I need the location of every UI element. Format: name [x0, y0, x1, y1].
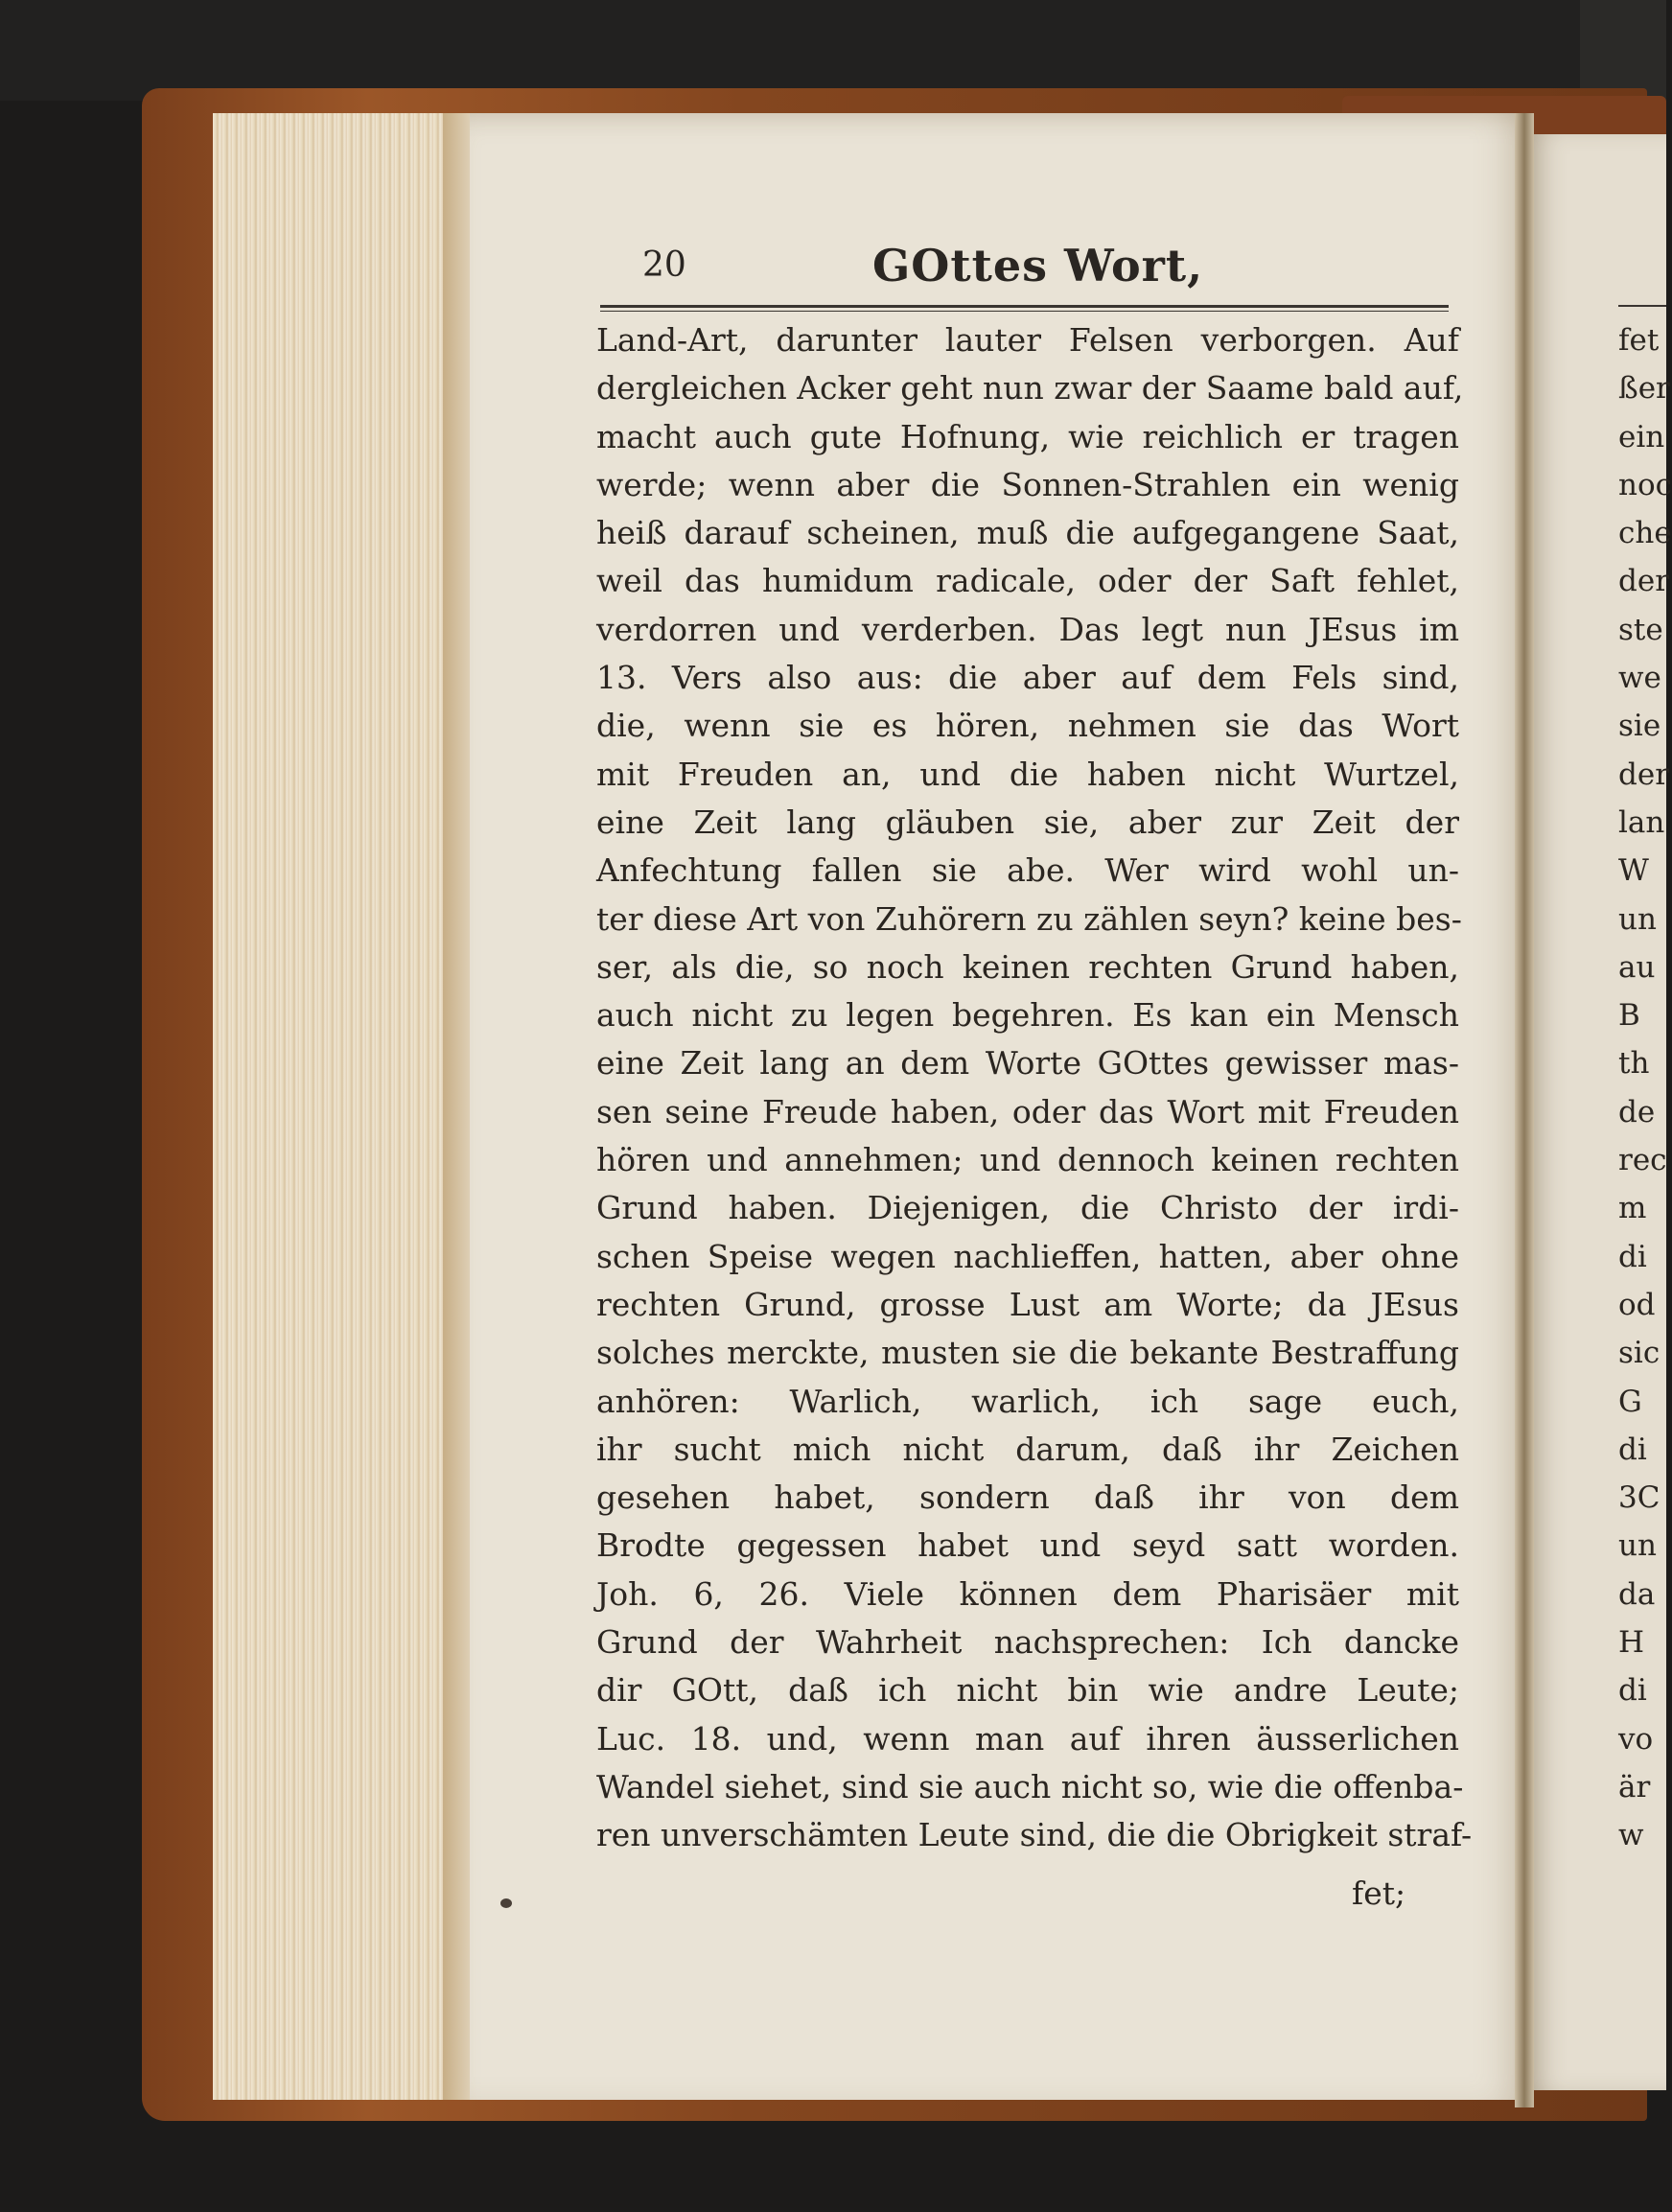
- facing-line-fragment: rec: [1618, 1143, 1667, 1178]
- text-line: sen seine Freude haben, oder das Wort mit Freuden: [596, 1092, 1459, 1130]
- facing-line-fragment: H: [1618, 1625, 1645, 1661]
- page-number: 20: [642, 245, 686, 285]
- facing-line-fragment: G: [1618, 1384, 1642, 1419]
- facing-line-fragment: od: [1618, 1287, 1656, 1322]
- facing-line-fragment: ßer: [1618, 371, 1670, 407]
- text-line: gesehen habet, sondern daß ihr von dem: [596, 1479, 1459, 1517]
- text-line: ter diese Art von Zuhörern zu zählen seyn? keine bes-: [596, 899, 1462, 938]
- text-line: Luc. 18. und, wenn man auf ihren äusserlichen: [596, 1719, 1459, 1758]
- header-rule: [600, 305, 1449, 308]
- facing-line-fragment: är: [1618, 1769, 1651, 1805]
- text-line: solches merckte, musten sie die bekante Bestraffung: [596, 1334, 1459, 1372]
- facing-page-text: [1618, 316, 1672, 1860]
- text-line: verdorren und verderben. Das legt nun JEsus im: [596, 610, 1459, 648]
- facing-line-fragment: un: [1618, 1528, 1657, 1564]
- text-line: anhören: Warlich, warlich, ich sage euch,: [596, 1382, 1459, 1420]
- facing-line-fragment: fet: [1618, 323, 1660, 358]
- facing-header-rule: [1618, 305, 1666, 307]
- body-text: [596, 316, 1473, 1860]
- text-line: dir GOtt, daß ich nicht bin wie andre Leute;: [596, 1671, 1459, 1710]
- facing-line-fragment: B: [1618, 998, 1640, 1034]
- facing-line-fragment: der: [1618, 564, 1670, 599]
- text-line: ihr sucht mich nicht darum, daß ihr Zeichen: [596, 1430, 1459, 1468]
- text-line: 13. Vers also aus: die aber auf dem Fels sind,: [596, 659, 1459, 697]
- facing-line-fragment: di: [1618, 1673, 1647, 1709]
- catchword: fet;: [1352, 1874, 1406, 1912]
- facing-line-fragment: w: [1618, 1818, 1644, 1853]
- text-line: Grund haben. Diejenigen, die Christo der irdi-: [596, 1189, 1459, 1227]
- facing-line-fragment: vo: [1618, 1721, 1654, 1757]
- facing-line-fragment: 3C: [1618, 1480, 1660, 1516]
- text-line: Anfechtung fallen sie abe. Wer wird wohl un-: [596, 851, 1459, 890]
- facing-line-fragment: W: [1618, 853, 1649, 889]
- header-rule-thin: [600, 311, 1449, 312]
- text-line: eine Zeit lang an dem Worte GOttes gewisser mas-: [596, 1044, 1459, 1083]
- text-line: ren unverschämten Leute sind, die die Obrigkeit straf-: [596, 1816, 1473, 1854]
- book-gutter: [1515, 113, 1534, 2107]
- facing-line-fragment: we: [1618, 661, 1661, 696]
- text-line: die, wenn sie es hören, nehmen sie das Wort: [596, 707, 1459, 745]
- facing-line-fragment: noc: [1618, 467, 1672, 502]
- ink-spot: [500, 1898, 512, 1908]
- text-line: Grund der Wahrheit nachsprechen: Ich dancke: [596, 1623, 1459, 1662]
- text-line: auch nicht zu legen begehren. Es kan ein Mensch: [596, 996, 1459, 1035]
- text-line: heiß darauf scheinen, muß die aufgegangene Saat,: [596, 514, 1459, 552]
- text-line: mit Freuden an, und die haben nicht Wurtzel,: [596, 755, 1459, 793]
- facing-line-fragment: ein: [1618, 419, 1665, 454]
- facing-line-fragment: di: [1618, 1432, 1647, 1467]
- text-line: ser, als die, so noch keinen rechten Grund haben,: [596, 947, 1459, 986]
- facing-line-fragment: th: [1618, 1046, 1650, 1082]
- text-line: werde; wenn aber die Sonnen-Strahlen ein wenig: [596, 465, 1459, 503]
- text-line: schen Speise wegen nachlieffen, hatten, aber ohne: [596, 1237, 1459, 1275]
- page-header: [604, 240, 1448, 297]
- text-line: weil das humidum radicale, oder der Saft fehlet,: [596, 562, 1459, 600]
- facing-line-fragment: m: [1618, 1191, 1647, 1226]
- facing-line-fragment: lan: [1618, 804, 1665, 840]
- page-edges: [213, 113, 456, 2100]
- text-line: Joh. 6, 26. Viele können dem Pharisäer mit: [596, 1574, 1459, 1613]
- text-line: Wandel siehet, sind sie auch nicht so, wie die offenba-: [596, 1767, 1464, 1805]
- facing-line-fragment: sic: [1618, 1336, 1660, 1371]
- text-line: rechten Grund, grosse Lust am Worte; da JEsus: [596, 1285, 1459, 1323]
- facing-line-fragment: au: [1618, 949, 1656, 985]
- dark-backdrop: [0, 0, 1666, 101]
- text-line: hören und annehmen; und dennoch keinen rechten: [596, 1141, 1459, 1179]
- text-line: macht auch gute Hofnung, wie reichlich er tragen: [596, 417, 1459, 455]
- text-line: Brodte gegessen habet und seyd satt worden.: [596, 1526, 1459, 1565]
- facing-line-fragment: der: [1618, 757, 1670, 792]
- facing-line-fragment: sie: [1618, 709, 1661, 744]
- text-line: Land-Art, darunter lauter Felsen verborgen. Auf: [596, 321, 1459, 359]
- facing-line-fragment: da: [1618, 1576, 1656, 1612]
- running-title: GOttes Wort,: [872, 240, 1204, 291]
- text-line: eine Zeit lang gläuben sie, aber zur Zeit der: [596, 803, 1459, 841]
- facing-line-fragment: che: [1618, 516, 1672, 551]
- facing-line-fragment: un: [1618, 901, 1657, 937]
- facing-line-fragment: de: [1618, 1094, 1656, 1129]
- text-line: dergleichen Acker geht nun zwar der Saame bald auf,: [596, 369, 1464, 407]
- facing-line-fragment: ste: [1618, 612, 1663, 647]
- facing-line-fragment: di: [1618, 1239, 1647, 1274]
